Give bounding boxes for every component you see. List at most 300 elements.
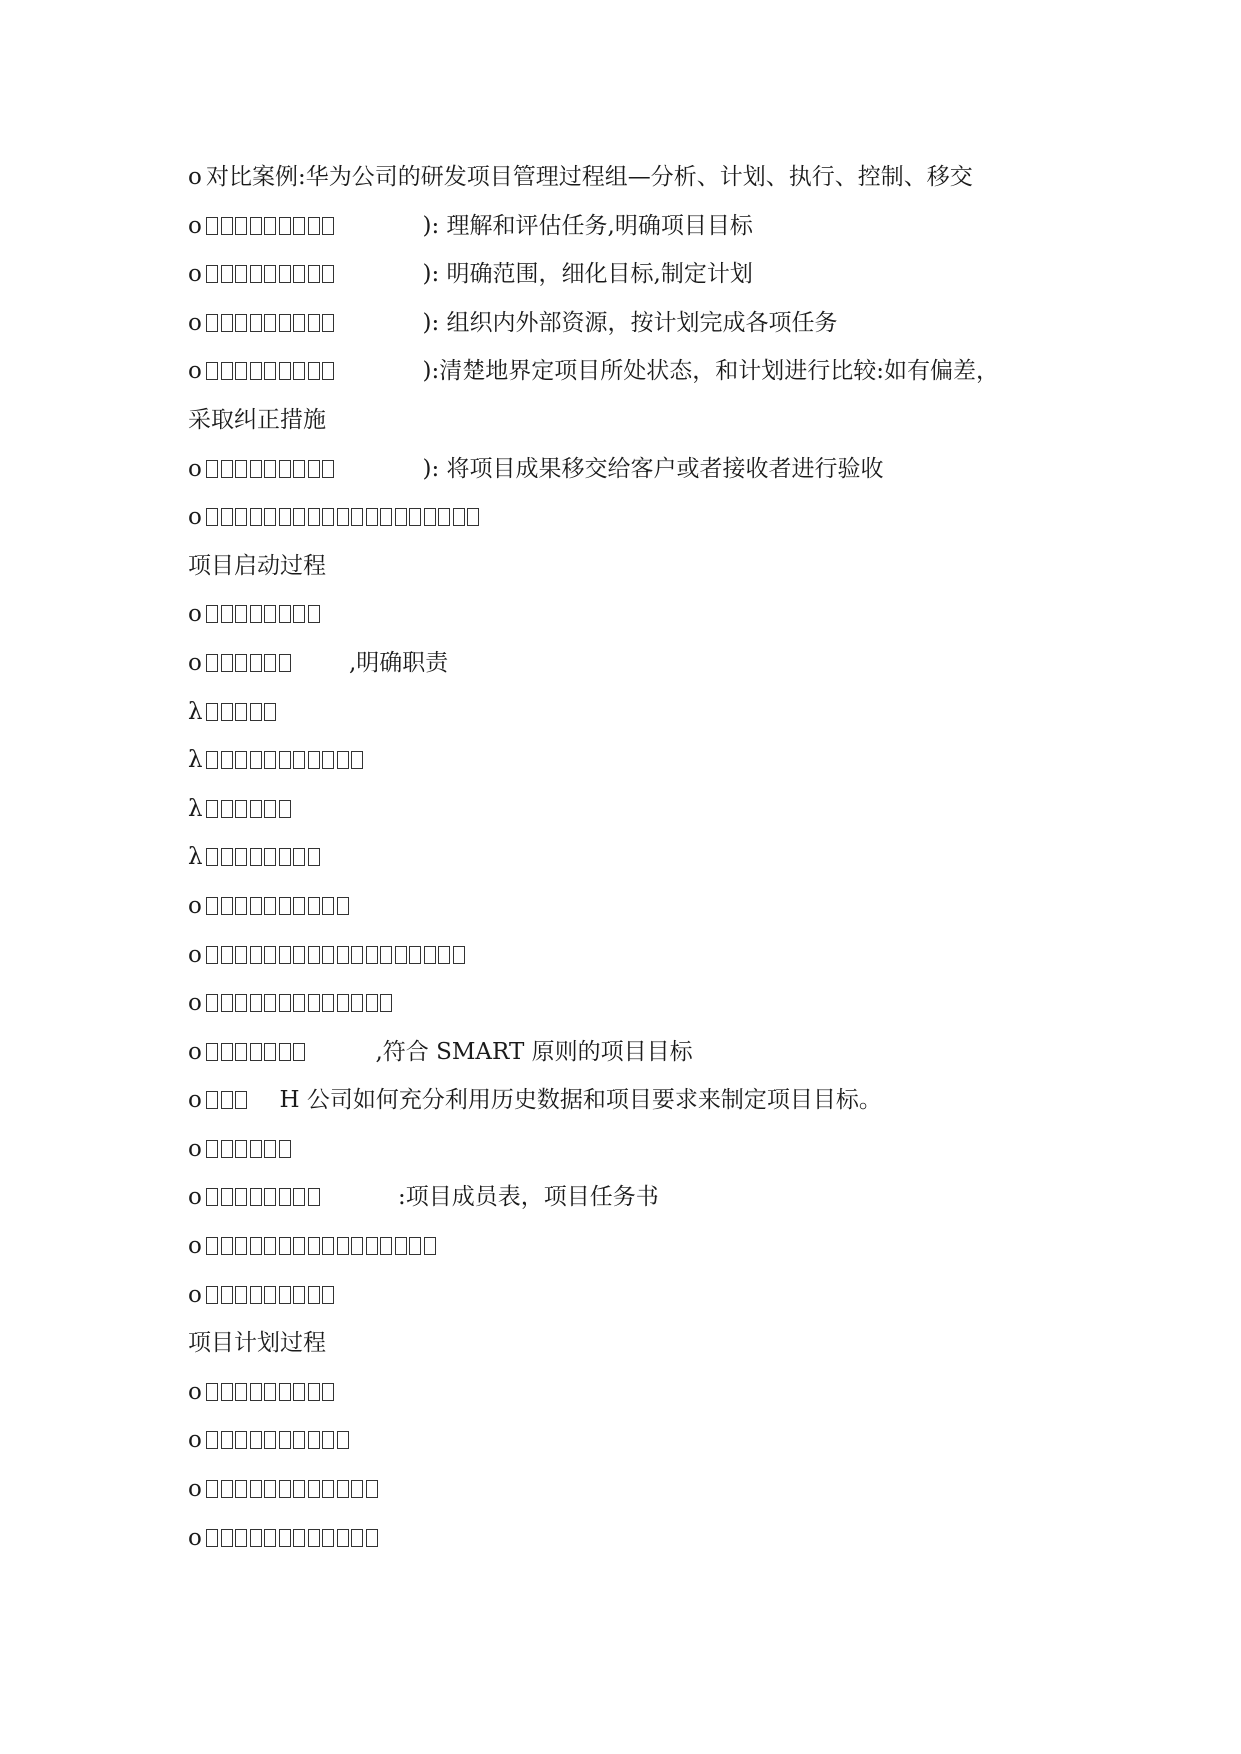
list-item [188, 979, 1068, 1028]
missing-glyph-box [264, 1480, 276, 1498]
missing-glyph-box [293, 605, 305, 623]
missing-glyph-box [206, 654, 218, 672]
missing-glyph-box [206, 217, 218, 235]
bullet-marker: o [188, 1038, 202, 1065]
missing-glyph-box [264, 654, 276, 672]
missing-glyph-box [206, 1480, 218, 1498]
line-text: ): 组织内外部资源，按计划完成各项任务 [422, 309, 838, 336]
missing-glyph-box [221, 1091, 233, 1109]
missing-glyph-box [221, 1286, 233, 1304]
missing-glyph-run [206, 1125, 293, 1174]
missing-glyph-run [206, 688, 279, 737]
bullet-marker: λ [188, 795, 203, 822]
missing-glyph-box [235, 1091, 247, 1109]
missing-glyph-box [453, 946, 465, 964]
bullet-marker: o [188, 455, 202, 482]
missing-glyph-box [235, 994, 247, 1012]
missing-glyph-box [337, 1529, 349, 1547]
missing-glyph-box [235, 1140, 247, 1158]
heading-text: 采取纠正措施 [188, 406, 326, 433]
bullet-marker: o [188, 261, 202, 288]
missing-glyph-box [279, 1043, 291, 1061]
missing-glyph-box [322, 897, 334, 915]
bullet-marker: o [188, 1184, 202, 1211]
missing-glyph-box [221, 994, 233, 1012]
missing-glyph-box [221, 508, 233, 526]
missing-glyph-box [424, 508, 436, 526]
missing-glyph-box [264, 1286, 276, 1304]
missing-glyph-box [206, 508, 218, 526]
missing-glyph-box [221, 314, 233, 332]
missing-glyph-box [366, 1529, 378, 1547]
missing-glyph-box [206, 1237, 218, 1255]
missing-glyph-box [366, 1480, 378, 1498]
missing-glyph-box [438, 946, 450, 964]
missing-glyph-box [293, 1237, 305, 1255]
bullet-marker: o [188, 164, 202, 190]
missing-glyph-box [250, 751, 262, 769]
missing-glyph-box [322, 1237, 334, 1255]
list-item [188, 1271, 1068, 1320]
list-item [188, 688, 1068, 737]
list-item [188, 1465, 1068, 1514]
list-item [188, 785, 1068, 834]
missing-glyph-box [322, 751, 334, 769]
missing-glyph-box [206, 1286, 218, 1304]
missing-glyph-run [206, 1514, 380, 1563]
missing-glyph-box [250, 946, 262, 964]
missing-glyph-box [235, 946, 247, 964]
missing-glyph-box [221, 1237, 233, 1255]
bullet-marker: o [188, 1427, 202, 1454]
missing-glyph-box [380, 994, 392, 1012]
missing-glyph-box [206, 946, 218, 964]
missing-glyph-box [322, 265, 334, 283]
missing-glyph-box [264, 848, 276, 866]
line-text: ): 理解和评估任务,明确项目目标 [422, 212, 753, 239]
missing-glyph-box [250, 217, 262, 235]
missing-glyph-box [308, 751, 320, 769]
missing-glyph-box [308, 265, 320, 283]
missing-glyph-run [206, 299, 337, 348]
missing-glyph-box [279, 605, 291, 623]
missing-glyph-run [206, 639, 293, 688]
missing-glyph-box [293, 1529, 305, 1547]
missing-glyph-box [293, 314, 305, 332]
missing-glyph-box [279, 848, 291, 866]
missing-glyph-box [279, 217, 291, 235]
missing-glyph-box [308, 1383, 320, 1401]
missing-glyph-box [206, 1431, 218, 1449]
bullet-marker: o [188, 1135, 202, 1162]
line-text: ): 将项目成果移交给客户或者接收者进行验收 [422, 455, 884, 482]
missing-glyph-box [279, 1188, 291, 1206]
list-item [188, 639, 1068, 688]
missing-glyph-box [380, 508, 392, 526]
missing-glyph-box [409, 946, 421, 964]
missing-glyph-box [221, 460, 233, 478]
missing-glyph-box [250, 1431, 262, 1449]
missing-glyph-box [264, 1431, 276, 1449]
missing-glyph-box [235, 1431, 247, 1449]
missing-glyph-box [366, 946, 378, 964]
missing-glyph-box [351, 508, 363, 526]
missing-glyph-box [293, 1188, 305, 1206]
missing-glyph-box [264, 217, 276, 235]
missing-glyph-box [322, 1529, 334, 1547]
list-item [188, 202, 1068, 251]
list-item [188, 347, 1068, 396]
missing-glyph-box [308, 314, 320, 332]
missing-glyph-box [308, 848, 320, 866]
bullet-marker: o [188, 1087, 202, 1114]
missing-glyph-run [206, 785, 293, 834]
missing-glyph-box [250, 314, 262, 332]
missing-glyph-box [206, 1383, 218, 1401]
missing-glyph-box [264, 265, 276, 283]
missing-glyph-box [279, 1286, 291, 1304]
missing-glyph-box [293, 1480, 305, 1498]
missing-glyph-box [250, 460, 262, 478]
missing-glyph-box [250, 1480, 262, 1498]
missing-glyph-run [206, 1465, 380, 1514]
missing-glyph-box [221, 751, 233, 769]
list-item [188, 882, 1068, 931]
missing-glyph-run [206, 1076, 250, 1125]
bullet-marker: o [188, 212, 202, 239]
bullet-marker: o [188, 358, 202, 385]
missing-glyph-box [264, 703, 276, 721]
missing-glyph-box [206, 1043, 218, 1061]
list-item [188, 493, 1068, 542]
list-item [188, 590, 1068, 639]
list-item [188, 736, 1068, 785]
missing-glyph-box [206, 994, 218, 1012]
line-text: ): 明确范围，细化目标,制定计划 [422, 261, 753, 288]
list-item [188, 445, 1068, 494]
missing-glyph-box [351, 1529, 363, 1547]
missing-glyph-box [337, 508, 349, 526]
missing-glyph-box [293, 362, 305, 380]
missing-glyph-box [250, 800, 262, 818]
missing-glyph-box [293, 1431, 305, 1449]
missing-glyph-run [206, 445, 337, 494]
list-item [188, 250, 1068, 299]
missing-glyph-box [221, 217, 233, 235]
missing-glyph-box [221, 1140, 233, 1158]
missing-glyph-box [235, 1188, 247, 1206]
missing-glyph-box [366, 1237, 378, 1255]
missing-glyph-box [264, 1237, 276, 1255]
missing-glyph-box [308, 508, 320, 526]
line-text: ,明确职责 [349, 649, 449, 676]
list-item [188, 153, 1068, 202]
missing-glyph-box [308, 362, 320, 380]
missing-glyph-box [264, 1529, 276, 1547]
missing-glyph-box [235, 1480, 247, 1498]
bullet-marker: o [188, 1524, 202, 1551]
missing-glyph-box [235, 1383, 247, 1401]
list-item [188, 1125, 1068, 1174]
missing-glyph-box [206, 848, 218, 866]
missing-glyph-box [279, 1480, 291, 1498]
missing-glyph-box [279, 994, 291, 1012]
bullet-marker: o [188, 1476, 202, 1503]
missing-glyph-box [279, 460, 291, 478]
missing-glyph-box [235, 460, 247, 478]
bullet-marker: λ [188, 747, 203, 774]
missing-glyph-box [322, 508, 334, 526]
missing-glyph-run [206, 1222, 438, 1271]
missing-glyph-box [235, 897, 247, 915]
missing-glyph-box [279, 1383, 291, 1401]
missing-glyph-box [235, 508, 247, 526]
bullet-marker: o [188, 1233, 202, 1260]
missing-glyph-box [264, 897, 276, 915]
heading-text: 项目启动过程 [188, 552, 326, 579]
missing-glyph-box [221, 1188, 233, 1206]
missing-glyph-box [279, 751, 291, 769]
missing-glyph-box [235, 1043, 247, 1061]
missing-glyph-box [279, 654, 291, 672]
bullet-marker: o [188, 504, 202, 531]
missing-glyph-box [424, 1237, 436, 1255]
missing-glyph-box [438, 508, 450, 526]
missing-glyph-box [409, 508, 421, 526]
missing-glyph-box [206, 362, 218, 380]
line-text: ,符合 SMART 原则的项目目标 [375, 1038, 693, 1065]
missing-glyph-box [264, 800, 276, 818]
missing-glyph-box [264, 508, 276, 526]
missing-glyph-box [337, 1480, 349, 1498]
missing-glyph-box [206, 1529, 218, 1547]
missing-glyph-box [235, 265, 247, 283]
missing-glyph-box [264, 1043, 276, 1061]
missing-glyph-box [351, 1480, 363, 1498]
missing-glyph-box [337, 946, 349, 964]
missing-glyph-box [308, 1286, 320, 1304]
missing-glyph-box [293, 508, 305, 526]
list-item [188, 1222, 1068, 1271]
missing-glyph-box [337, 897, 349, 915]
missing-glyph-box [235, 654, 247, 672]
missing-glyph-box [250, 703, 262, 721]
missing-glyph-box [395, 946, 407, 964]
missing-glyph-run [206, 931, 467, 980]
missing-glyph-box [308, 1480, 320, 1498]
bullet-marker: o [188, 309, 202, 336]
list-item [188, 833, 1068, 882]
missing-glyph-box [264, 1140, 276, 1158]
missing-glyph-box [279, 946, 291, 964]
missing-glyph-run [206, 1271, 337, 1320]
missing-glyph-run [206, 979, 395, 1028]
missing-glyph-run [206, 736, 366, 785]
section-heading [188, 396, 1068, 445]
missing-glyph-box [453, 508, 465, 526]
missing-glyph-box [279, 897, 291, 915]
bullet-marker: o [188, 990, 202, 1017]
list-item [188, 1514, 1068, 1563]
missing-glyph-box [250, 1237, 262, 1255]
missing-glyph-box [206, 703, 218, 721]
missing-glyph-box [221, 605, 233, 623]
missing-glyph-run [206, 1368, 337, 1417]
missing-glyph-box [380, 1237, 392, 1255]
missing-glyph-box [279, 508, 291, 526]
list-item [188, 1173, 1068, 1222]
missing-glyph-run [206, 833, 322, 882]
missing-glyph-box [322, 314, 334, 332]
missing-glyph-run [206, 202, 337, 251]
bullet-marker: o [188, 892, 202, 919]
missing-glyph-box [366, 508, 378, 526]
missing-glyph-box [250, 848, 262, 866]
missing-glyph-box [221, 800, 233, 818]
missing-glyph-run [206, 1028, 308, 1077]
missing-glyph-box [221, 1043, 233, 1061]
missing-glyph-box [206, 897, 218, 915]
missing-glyph-box [250, 605, 262, 623]
missing-glyph-box [264, 946, 276, 964]
missing-glyph-box [308, 605, 320, 623]
line-text: H 公司如何充分利用历史数据和项目要求来制定项目目标。 [279, 1087, 882, 1114]
missing-glyph-box [221, 946, 233, 964]
missing-glyph-box [322, 1480, 334, 1498]
missing-glyph-box [250, 265, 262, 283]
bullet-marker: o [188, 649, 202, 676]
missing-glyph-box [221, 897, 233, 915]
missing-glyph-box [279, 265, 291, 283]
missing-glyph-box [250, 362, 262, 380]
missing-glyph-box [337, 751, 349, 769]
missing-glyph-box [293, 946, 305, 964]
missing-glyph-box [264, 1188, 276, 1206]
missing-glyph-box [264, 460, 276, 478]
missing-glyph-box [293, 1383, 305, 1401]
missing-glyph-box [235, 703, 247, 721]
heading-text: 项目计划过程 [188, 1330, 326, 1357]
missing-glyph-box [235, 314, 247, 332]
missing-glyph-box [409, 1237, 421, 1255]
list-item [188, 1368, 1068, 1417]
missing-glyph-box [293, 751, 305, 769]
missing-glyph-box [250, 654, 262, 672]
missing-glyph-box [206, 460, 218, 478]
missing-glyph-box [250, 1286, 262, 1304]
missing-glyph-box [235, 800, 247, 818]
missing-glyph-box [250, 994, 262, 1012]
missing-glyph-box [221, 362, 233, 380]
missing-glyph-box [279, 800, 291, 818]
missing-glyph-box [308, 1431, 320, 1449]
missing-glyph-box [467, 508, 479, 526]
missing-glyph-box [380, 946, 392, 964]
missing-glyph-box [235, 1286, 247, 1304]
list-item [188, 299, 1068, 348]
missing-glyph-box [279, 1431, 291, 1449]
missing-glyph-box [322, 946, 334, 964]
missing-glyph-box [308, 897, 320, 915]
missing-glyph-box [235, 751, 247, 769]
missing-glyph-box [351, 751, 363, 769]
line-text: :项目成员表，项目任务书 [398, 1184, 659, 1211]
missing-glyph-box [308, 1237, 320, 1255]
missing-glyph-box [206, 1140, 218, 1158]
missing-glyph-box [308, 217, 320, 235]
missing-glyph-box [322, 1431, 334, 1449]
missing-glyph-box [293, 994, 305, 1012]
missing-glyph-box [395, 1237, 407, 1255]
missing-glyph-box [293, 217, 305, 235]
missing-glyph-box [293, 1043, 305, 1061]
section-heading [188, 1319, 1068, 1368]
missing-glyph-box [322, 1383, 334, 1401]
missing-glyph-box [308, 460, 320, 478]
bullet-marker: o [188, 601, 202, 628]
missing-glyph-box [221, 1431, 233, 1449]
missing-glyph-box [206, 605, 218, 623]
missing-glyph-box [308, 994, 320, 1012]
missing-glyph-box [250, 508, 262, 526]
missing-glyph-run [206, 1416, 351, 1465]
missing-glyph-box [322, 460, 334, 478]
missing-glyph-box [264, 605, 276, 623]
missing-glyph-box [235, 1529, 247, 1547]
missing-glyph-run [206, 493, 482, 542]
missing-glyph-box [206, 314, 218, 332]
missing-glyph-box [308, 1529, 320, 1547]
missing-glyph-box [221, 654, 233, 672]
missing-glyph-run [206, 347, 337, 396]
missing-glyph-box [235, 605, 247, 623]
missing-glyph-box [264, 362, 276, 380]
missing-glyph-box [279, 362, 291, 380]
missing-glyph-box [235, 217, 247, 235]
missing-glyph-box [351, 1237, 363, 1255]
missing-glyph-run [206, 882, 351, 931]
line-text: ):清楚地界定项目所处状态，和计划进行比较:如有偏差， [422, 358, 999, 385]
missing-glyph-box [206, 1091, 218, 1109]
bullet-marker: λ [188, 698, 203, 725]
missing-glyph-box [221, 1480, 233, 1498]
list-item [188, 931, 1068, 980]
list-item [188, 1028, 1068, 1077]
missing-glyph-run [206, 1173, 322, 1222]
missing-glyph-box [293, 848, 305, 866]
list-item [188, 1416, 1068, 1465]
missing-glyph-box [206, 751, 218, 769]
missing-glyph-box [322, 362, 334, 380]
missing-glyph-box [206, 1188, 218, 1206]
missing-glyph-box [322, 217, 334, 235]
bullet-marker: o [188, 1281, 202, 1308]
missing-glyph-box [250, 1383, 262, 1401]
missing-glyph-box [250, 1140, 262, 1158]
missing-glyph-box [221, 1529, 233, 1547]
missing-glyph-box [221, 848, 233, 866]
missing-glyph-box [264, 751, 276, 769]
missing-glyph-box [293, 1286, 305, 1304]
missing-glyph-box [279, 1529, 291, 1547]
missing-glyph-box [250, 897, 262, 915]
missing-glyph-box [250, 1529, 262, 1547]
missing-glyph-box [424, 946, 436, 964]
missing-glyph-box [322, 1286, 334, 1304]
missing-glyph-box [395, 508, 407, 526]
missing-glyph-box [337, 1237, 349, 1255]
missing-glyph-box [366, 994, 378, 1012]
